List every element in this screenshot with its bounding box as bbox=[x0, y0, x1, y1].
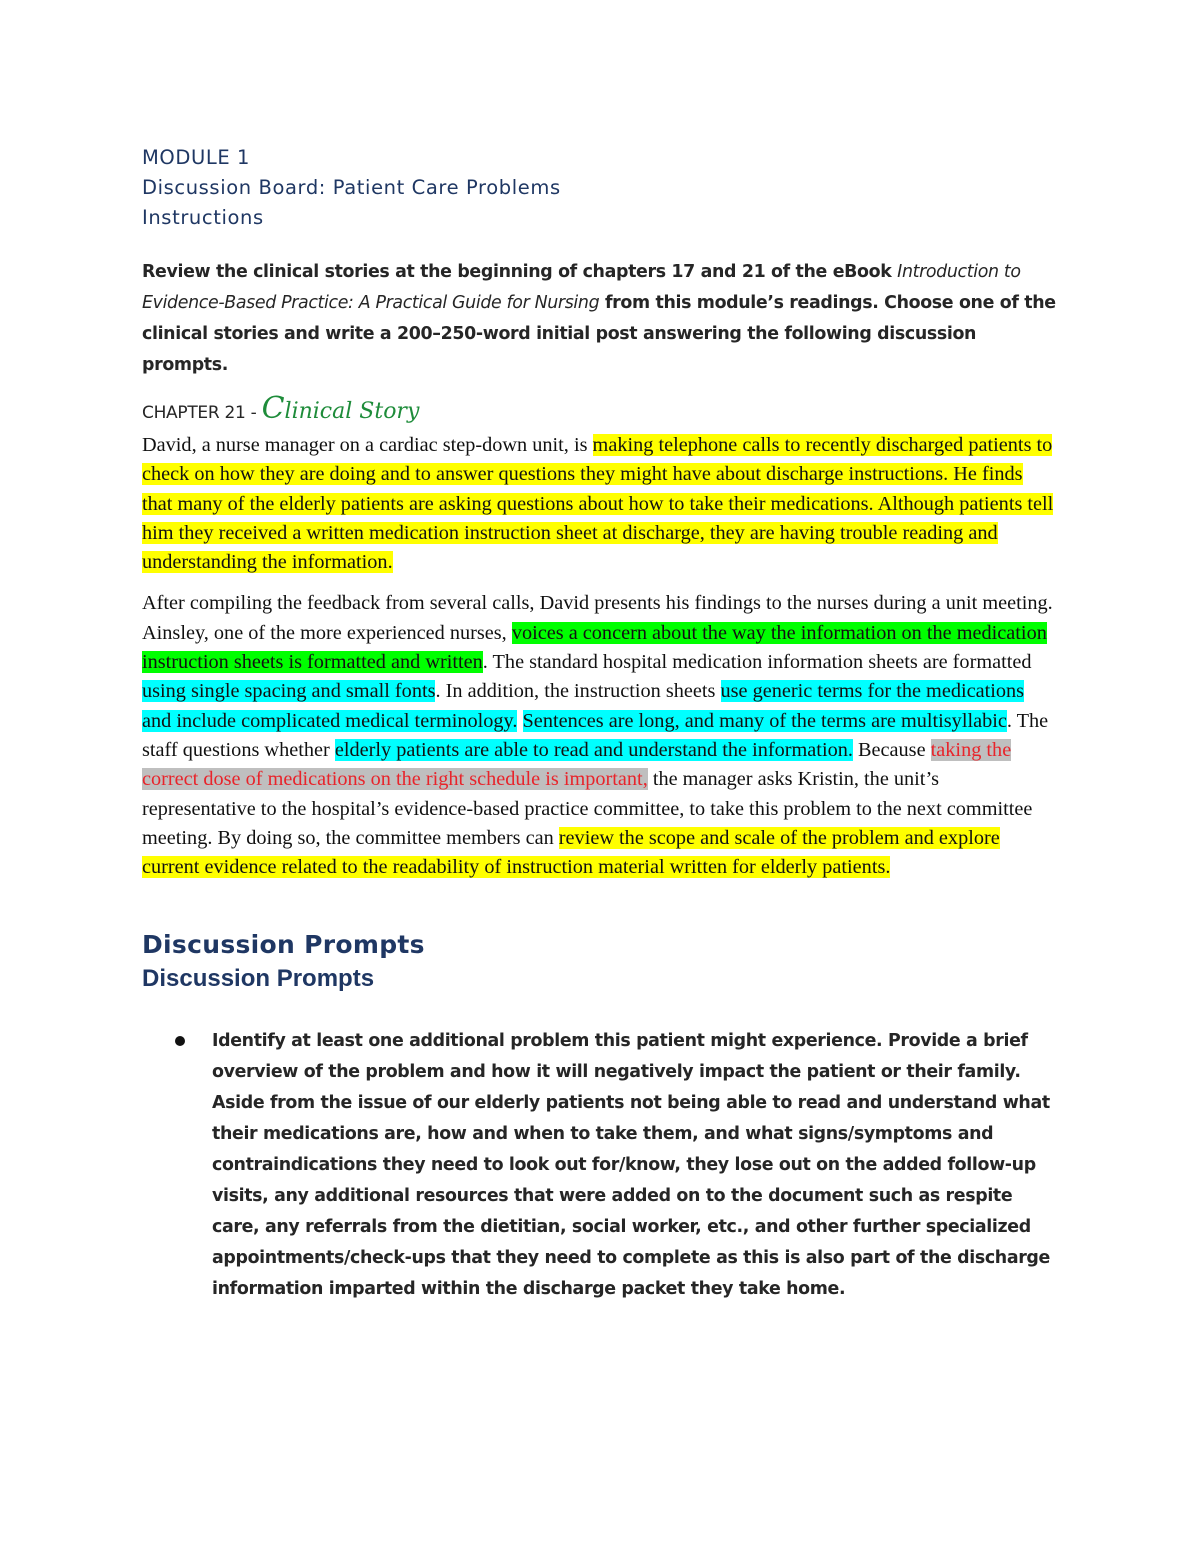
highlighted-text: use generic terms for the medications and include complicated medical terminology. bbox=[142, 680, 1025, 732]
instructions-label: Instructions bbox=[142, 206, 264, 229]
story-text: Because bbox=[852, 738, 931, 761]
chapter-heading bbox=[142, 392, 1057, 431]
story-text bbox=[517, 710, 522, 732]
book-title: Introduction to Evidence-Based Practice: A Practical Guide for Nursing bbox=[142, 262, 1021, 313]
module-label: MODULE 1 bbox=[142, 146, 251, 169]
story-paragraph-2 bbox=[142, 589, 1057, 882]
board-title: Discussion Board: Patient Care Problems bbox=[142, 176, 561, 199]
chapter-label: CHAPTER 21 - bbox=[142, 403, 262, 423]
prompt-item bbox=[142, 1026, 1057, 1305]
highlighted-text: voices a concern about the way the information on the medication instruction sheets is formatted and written bbox=[142, 621, 1047, 674]
highlighted-text: review the scope and scale of the problem and explore current evidence related to the readability of instruction material written for elderly patients. bbox=[142, 826, 1000, 879]
section-heading-1: Discussion Prompts bbox=[142, 930, 425, 960]
prompt-list bbox=[142, 1026, 1057, 1305]
story-paragraph-1 bbox=[142, 431, 1057, 577]
intro-paragraph bbox=[142, 257, 1057, 381]
bullet-icon bbox=[175, 1036, 185, 1046]
highlighted-text: using single spacing and small fonts bbox=[142, 680, 436, 703]
story-text: . The staff questions whether bbox=[142, 709, 1049, 761]
intro-text-2: from this module’s readings. Choose one of the clinical stories and write a 200–250-word initial post answering the following discussion prompts. bbox=[142, 293, 1056, 375]
document-page bbox=[142, 143, 1057, 1305]
story-text: After compiling the feedback from several calls, David presents his findings to the nurses during a unit meeting. Ainsley, one of the more experienced nurses, bbox=[142, 592, 1053, 644]
highlighted-text: Sentences are long, and many of the terms are multisyllabic bbox=[522, 709, 1007, 732]
clinical-story-initial: C bbox=[261, 391, 285, 426]
section-heading-2: Discussion Prompts bbox=[142, 965, 375, 993]
story-text: the manager asks Kristin, the unit’s representative to the hospital’s evidence-based practice committee, to take this problem to the next committee meeting. By doing so, the committee members can bbox=[142, 768, 1033, 849]
clinical-story-rest: linical Story bbox=[284, 399, 420, 424]
highlighted-text: elderly patients are able to read and understand the information. bbox=[334, 738, 853, 761]
intro-text-1: Review the clinical stories at the beginning of chapters 17 and 21 of the eBook bbox=[142, 262, 898, 282]
story-text: . The standard hospital medication information sheets are formatted bbox=[482, 651, 1032, 674]
prompt-text: Identify at least one additional problem this patient might experience. Provide a brief overview of the problem and how it will negatively impact the patient or their family. Aside from the issue of our elderly patients not being able to read and understand what their medications are, how and when to take them, and what signs/symptoms and contraindications they need to look out for/know, they lose out on the added follow-up visits, any additional resources that were added on to the document such as respite care, any referrals from the dietitian, social worker, etc., and other further specialized appointments/check-ups that they need to complete as this is also part of the discharge information imparted within the discharge packet they take home. bbox=[212, 1031, 1050, 1300]
story-text: David, a nurse manager on a cardiac step-down unit, is bbox=[142, 434, 593, 456]
story-text: . In addition, the instruction sheets bbox=[435, 680, 721, 703]
highlighted-text: taking the correct dose of medications on the right schedule is important, bbox=[142, 738, 1012, 791]
highlighted-text: making telephone calls to recently discharged patients to check on how they are doing and to answer questions they might have about discharge instructions. He finds that many of the elderly patients are asking questions about how to take their medications. Although patients tell him they received a written medication instruction sheet at discharge, they are having trouble reading and understanding the information. bbox=[142, 434, 1054, 574]
clinical-story-title bbox=[261, 391, 420, 426]
